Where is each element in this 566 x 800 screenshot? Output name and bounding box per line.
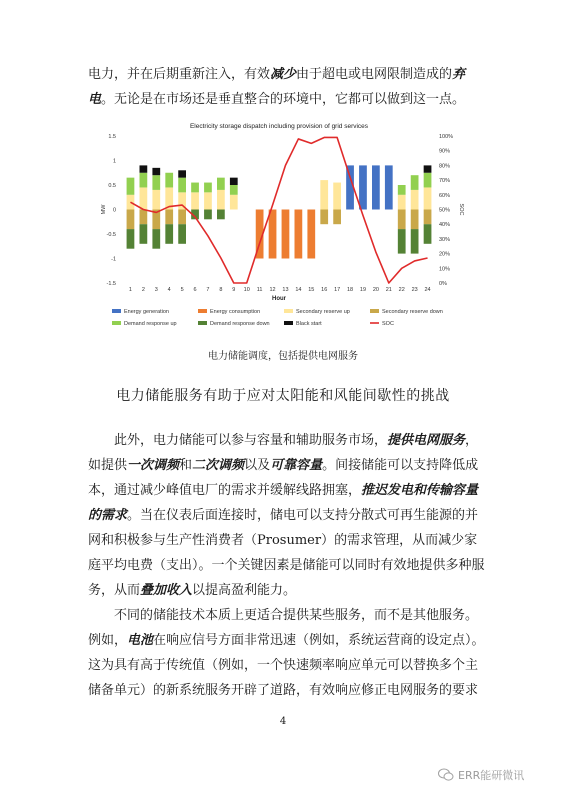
x-tick-label: 5 xyxy=(180,287,184,293)
figure-caption: 电力储能调度，包括提供电网服务 xyxy=(208,351,358,362)
bar xyxy=(165,210,173,225)
x-tick-label: 19 xyxy=(359,287,367,293)
x-tick-label: 9 xyxy=(232,287,236,293)
legend-label: Demand response up xyxy=(124,321,177,327)
legend-swatch xyxy=(112,309,121,313)
y2-tick-label: 90% xyxy=(439,148,451,155)
x-tick-label: 24 xyxy=(424,287,431,293)
x-tick-label: 12 xyxy=(269,287,276,293)
y-tick-label: 1 xyxy=(112,158,116,165)
bar xyxy=(333,210,341,225)
bar xyxy=(165,173,173,188)
bar xyxy=(424,165,432,172)
bar xyxy=(191,183,199,193)
bar xyxy=(411,175,419,190)
y2-axis-label: SOC xyxy=(458,203,464,216)
bar xyxy=(178,170,186,177)
x-tick-label: 13 xyxy=(282,287,289,293)
x-tick-label: 1 xyxy=(128,287,132,293)
bar xyxy=(178,210,186,225)
wechat-icon xyxy=(438,768,454,782)
x-tick-label: 4 xyxy=(167,287,171,293)
body-paragraph-technologies: 不同的储能技术本质上更适合提供某些服务，而不是其他服务。例如，电池在响应信号方面非常迅速（例如，系统运营商的设定点）。这为具有高于传统值（例如，一个快速频率响应单元可以替换多个主储备单元）的新系统服务开辟了道路，有效响应修正电网服务的要求 xyxy=(88,608,485,698)
x-tick-label: 15 xyxy=(308,287,315,293)
bar xyxy=(424,187,432,209)
storage-dispatch-chart xyxy=(98,118,464,340)
legend-swatch xyxy=(198,321,207,325)
legend-label: Black start xyxy=(296,321,322,327)
bar xyxy=(398,210,406,230)
y2-tick-label: 70% xyxy=(439,178,451,185)
y2-tick-label: 20% xyxy=(439,251,451,258)
soc-line xyxy=(130,137,427,283)
legend-label: Demand response down xyxy=(210,321,270,327)
legend-swatch xyxy=(198,309,207,313)
bar xyxy=(424,173,432,188)
y2-tick-label: 50% xyxy=(439,207,451,214)
bar xyxy=(217,210,225,220)
x-tick-label: 22 xyxy=(398,287,405,293)
y-tick-label: -1 xyxy=(111,256,116,263)
x-tick-label: 17 xyxy=(334,287,341,293)
bar xyxy=(424,210,432,225)
x-tick-label: 6 xyxy=(193,287,197,293)
bar xyxy=(398,185,406,195)
legend-label: Energy generation xyxy=(124,309,169,315)
bar xyxy=(398,229,406,254)
x-tick-label: 7 xyxy=(206,287,210,293)
bar xyxy=(127,178,135,195)
x-tick-label: 20 xyxy=(372,287,379,293)
bar xyxy=(282,210,290,259)
bar xyxy=(320,210,328,225)
y-tick-label: -1.5 xyxy=(106,281,116,287)
bar xyxy=(204,210,212,220)
x-tick-label: 16 xyxy=(321,287,328,293)
legend-swatch xyxy=(112,321,121,325)
x-tick-label: 10 xyxy=(243,287,250,293)
x-tick-label: 18 xyxy=(346,287,354,293)
bar xyxy=(217,178,225,190)
x-tick-label: 23 xyxy=(411,287,418,293)
legend-label: Energy consumption xyxy=(210,309,261,315)
legend-swatch xyxy=(370,309,379,313)
bar xyxy=(398,195,406,210)
bar xyxy=(307,210,315,259)
legend-swatch xyxy=(284,309,293,313)
y2-tick-label: 60% xyxy=(439,192,451,199)
intro-paragraph: 电力，并在后期重新注入，有效减少由于超电或电网限制造成的弃电。无论是在市场还是垂直整合的环境中，它都可以做到这一点。 xyxy=(88,67,466,107)
section-heading: 电力储能服务有助于应对太阳能和风能间歇性的挑战 xyxy=(116,388,450,404)
bar xyxy=(295,210,303,259)
x-tick-label: 14 xyxy=(295,287,302,293)
watermark-text: ERR能研微讯 xyxy=(458,769,525,782)
legend-label: Secondary reserve up xyxy=(296,309,350,315)
x-tick-label: 21 xyxy=(385,287,392,293)
bar xyxy=(359,165,367,209)
bar xyxy=(140,210,148,225)
bar xyxy=(372,165,380,209)
bar xyxy=(152,190,160,210)
body-paragraph-services: 此外，电力储能可以参与容量和辅助服务市场，提供电网服务，如提供一次调频和二次调频以及可靠容量。间接储能可以支持降低成本，通过减少峰值电厂的需求并缓解线路拥塞，推迟发电和传输容量的需求。当在仪表后面连接时，储电可以支持分散式可再生能源的并网和积极参与生产性消费者（Prosumer）的需求管理，从而减少家庭平均电费（支出）。一个关键因素是储能可以同时有效地提供多种服务，从而叠加收入以提高盈利能力。 xyxy=(88,433,485,598)
y2-tick-label: 80% xyxy=(439,163,451,170)
bar xyxy=(424,224,432,244)
bar xyxy=(411,190,419,210)
bar xyxy=(269,210,277,259)
bar xyxy=(152,168,160,175)
x-tick-label: 11 xyxy=(256,287,263,293)
bar xyxy=(127,229,135,249)
y2-tick-label: 10% xyxy=(439,266,451,273)
chart-title: Electricity storage dispatch including provision of grid services xyxy=(189,123,369,130)
x-tick-label: 8 xyxy=(219,287,223,293)
y-axis-label: MW xyxy=(101,204,107,215)
legend-swatch xyxy=(284,321,293,325)
bar xyxy=(191,192,199,209)
bar xyxy=(140,173,148,188)
x-tick-label: 2 xyxy=(141,287,145,293)
bar xyxy=(152,175,160,190)
bar xyxy=(178,178,186,193)
bar xyxy=(411,210,419,230)
y2-tick-label: 0% xyxy=(439,281,447,287)
y-tick-label: 1.5 xyxy=(108,134,116,140)
bar xyxy=(230,195,238,210)
y2-tick-label: 100% xyxy=(439,134,454,140)
bar xyxy=(320,180,328,209)
bar xyxy=(333,183,341,210)
watermark xyxy=(438,767,524,783)
y-tick-label: 0 xyxy=(112,207,116,214)
y2-tick-label: 40% xyxy=(439,222,451,229)
bar xyxy=(204,192,212,209)
bar xyxy=(411,229,419,254)
bar xyxy=(204,183,212,193)
bar xyxy=(385,165,393,209)
y-tick-label: -0.5 xyxy=(106,232,116,238)
bar xyxy=(178,224,186,244)
legend-label: SOC xyxy=(382,321,394,327)
bar xyxy=(127,210,135,230)
bar xyxy=(140,165,148,172)
x-tick-label: 3 xyxy=(154,287,158,293)
page-number: 4 xyxy=(279,716,287,727)
bar xyxy=(230,178,238,185)
bar xyxy=(165,224,173,244)
bar xyxy=(230,185,238,195)
bar xyxy=(140,224,148,244)
bar xyxy=(140,187,148,209)
y-tick-label: 0.5 xyxy=(108,183,116,189)
bar xyxy=(217,190,225,210)
y2-tick-label: 30% xyxy=(439,236,451,243)
bar xyxy=(152,229,160,249)
x-axis-label: Hour xyxy=(272,296,286,302)
legend-label: Secondary reserve down xyxy=(382,309,443,315)
